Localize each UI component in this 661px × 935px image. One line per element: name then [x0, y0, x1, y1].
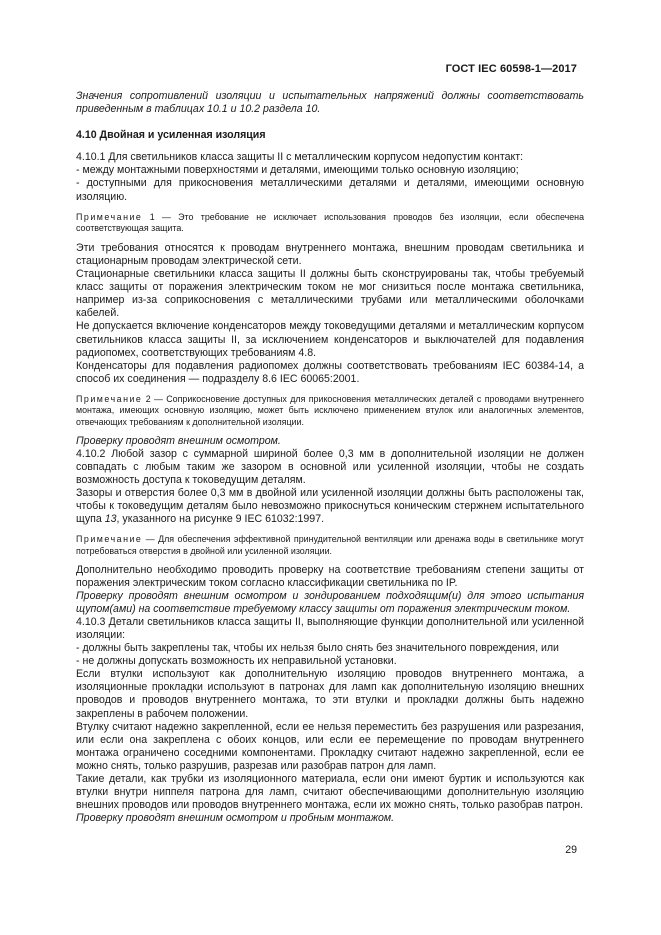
list-item-2: - доступными для прикосновения металлическими деталями и деталями, имеющими основную изоляцию. — [76, 177, 584, 203]
paragraph-6: Дополнительно необходимо проводить проверку на соответствие требованиям степени защиты от поражения электрическим током согласно классификации светильника по IP. — [76, 563, 584, 589]
note-1-label: Примечание — [76, 211, 143, 222]
document-header: ГОСТ IEC 60598-1—2017 — [445, 63, 577, 75]
note-1 — [76, 212, 584, 235]
note-2-label: Примечание — [76, 393, 143, 404]
note-3-label: Примечание — [76, 534, 143, 545]
paragraph-1: Эти требования относятся к проводам внутреннего монтажа, внешним проводам светильника и стационарным проводам электрической сети. — [76, 241, 584, 267]
clause-4-10-1: 4.10.1 Для светильников класса защиты II с металлическим корпусом недопустим контакт: — [76, 151, 524, 164]
list-item-3: - должны быть закреплены так, чтобы их нельзя было снять без значительного повреждения, или — [76, 642, 559, 655]
paragraph-9: Такие детали, как трубки из изоляционного материала, если они имеют буртик и используются как втулки внутри ниппеля патрона для ламп, считают обеспечивающими дополнительную изоляцию внешних проводов или проводов внутреннего монтажа, если их можно снять, только разобрав патрон. — [76, 773, 584, 812]
note-2 — [76, 394, 584, 429]
section-title: 4.10 Двойная и усиленная изоляция — [76, 129, 266, 142]
note-2-text: 2 — Соприкосновение доступных для прикосновения металлических деталей с проводами внутреннего монтажа, имеющих основную изоляцию, может быть исключено применением втулок или аналогичных элементов, отвечающих требованиям к дополнительной изоляции. — [76, 393, 584, 428]
page-body — [76, 90, 584, 825]
paragraph-2: Стационарные светильники класса защиты II должны быть сконструированы так, чтобы требуемый класс защиты от поражения электрическим током не мог снизиться после монтажа светильника, например из-за соприкосновения с металлическими трубами или металлическими оболочками кабелей. — [76, 268, 584, 320]
paragraph-3: Не допускается включение конденсаторов между токоведущими деталями и металлическим корпусом светильников класса защиты II, за исключением конденсаторов и выключателей для подавления радиопомех, соответствующих требованиям 4.8. — [76, 320, 584, 359]
paragraph-5-b: , указанного на рисунке 9 IEC 61032:1997. — [116, 513, 325, 526]
paragraph-5-a: Зазоры и отверстия более 0,3 мм в двойной или усиленной изоляции должны быть расположены так, чтобы к токоведущим деталям было невозможно прикоснуться коническим стержнем испытательного щупа — [76, 487, 584, 526]
paragraph-4: Конденсаторы для подавления радиопомех должны соответствовать требованиям IEC 60384-14, а способ их соединения — подразделу 8.6 IEC 60065:2001. — [76, 359, 584, 385]
paragraph-5 — [76, 487, 584, 526]
list-item-4: - не должны допускать возможность их неправильной установки. — [76, 655, 397, 668]
check-2: Проверку проводят внешним осмотром и зондированием подходящим(и) для этого испытания щупом(ами) на соответствие требуемому классу защиты от поражения электрическим током. — [76, 589, 584, 615]
note-3 — [76, 534, 584, 557]
check-1: Проверку проводят внешним осмотром. — [76, 434, 281, 447]
note-1-text: 1 — Это требование не исключает использования проводов без изоляции, если обеспечена соответствующая защита. — [76, 211, 584, 234]
paragraph-8: Втулку считают надежно закрепленной, если ее нельзя переместить без разрушения или разрезания, или если она закреплена с обоих концов, или если ее перемещение по проводам внутреннего монтажа ограничено соседними компонентами. Прокладку считают надежно закрепленной, если ее можно снять, только разрушив, разрезав или разобрав патрон для ламп. — [76, 720, 584, 772]
paragraph-7: Если втулки используют как дополнительную изоляцию проводов внутреннего монтажа, а изоляционные прокладки используют в патронах для ламп как дополнительную изоляцию внешних проводов и проводов внутреннего монтажа, то эти втулки и прокладки должны быть надежно закреплены в рабочем положении. — [76, 668, 584, 720]
page-number: 29 — [565, 844, 577, 856]
intro-paragraph: Значения сопротивлений изоляции и испытательных напряжений должны соответствовать приведенным в таблицах 10.1 и 10.2 раздела 10. — [76, 90, 584, 116]
clause-4-10-2: 4.10.2 Любой зазор с суммарной шириной более 0,3 мм в дополнительной изоляции не должен совпадать с любым таким же зазором в основной или усиленной изоляции, чтобы не создать возможность доступа к токоведущим деталям. — [76, 447, 584, 486]
list-item-1: - между монтажными поверхностями и деталями, имеющими только основную изоляцию; — [76, 164, 519, 177]
note-3-text: — Для обеспечения эффективной принудительной вентиляции или дренажа воды в светильнике могут потребоваться отверстия в двойной или усиленной изоляции. — [76, 534, 584, 556]
probe-number: 13 — [104, 513, 117, 526]
check-3: Проверку проводят внешним осмотром и пробным монтажом. — [76, 812, 395, 825]
clause-4-10-3: 4.10.3 Детали светильников класса защиты II, выполняющие функции дополнительной или усиленной изоляции: — [76, 615, 584, 641]
